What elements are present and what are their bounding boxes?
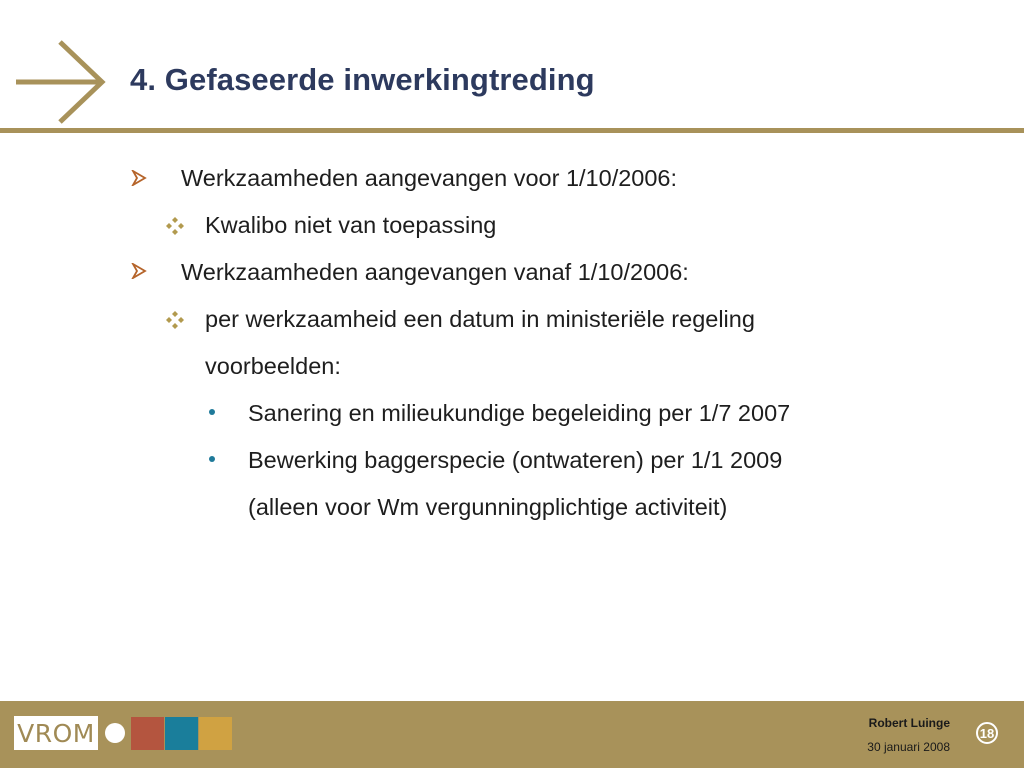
list-item-continuation: voorbeelden: [205, 353, 341, 379]
color-swatch-rust [131, 717, 164, 750]
dot-bullet-icon [207, 454, 217, 464]
list-item-continuation: (alleen voor Wm vergunningplichtige activiteit) [248, 494, 728, 520]
presentation-date: 30 januari 2008 [867, 740, 950, 754]
list-item: Bewerking baggerspecie (ontwateren) per 1/1 2009 [248, 447, 783, 473]
color-swatch-gold [199, 717, 232, 750]
diamond-bullet-icon [165, 310, 185, 330]
list-item: Kwalibo niet van toepassing [205, 212, 497, 238]
arrow-bullet-icon [131, 263, 147, 279]
title-divider [0, 128, 1024, 133]
list-item: Werkzaamheden aangevangen voor 1/10/2006: [181, 165, 678, 191]
diamond-bullet-icon [165, 216, 185, 236]
arrow-logo-icon [14, 40, 106, 124]
logo-dot [105, 723, 125, 743]
list-item: Werkzaamheden aangevangen vanaf 1/10/2006: [181, 259, 689, 285]
vrom-logo: VROM [14, 716, 98, 750]
author-name: Robert Luinge [868, 716, 950, 730]
page-number: 18 [976, 722, 998, 744]
dot-bullet-icon [207, 407, 217, 417]
color-swatch-teal [165, 717, 198, 750]
footer-bar [0, 701, 1024, 768]
arrow-bullet-icon [131, 170, 147, 186]
page-title: 4. Gefaseerde inwerkingtreding [130, 62, 595, 97]
list-item: Sanering en milieukundige begeleiding per 1/7 2007 [248, 400, 791, 426]
list-item: per werkzaamheid een datum in ministeriële regeling [205, 306, 755, 332]
